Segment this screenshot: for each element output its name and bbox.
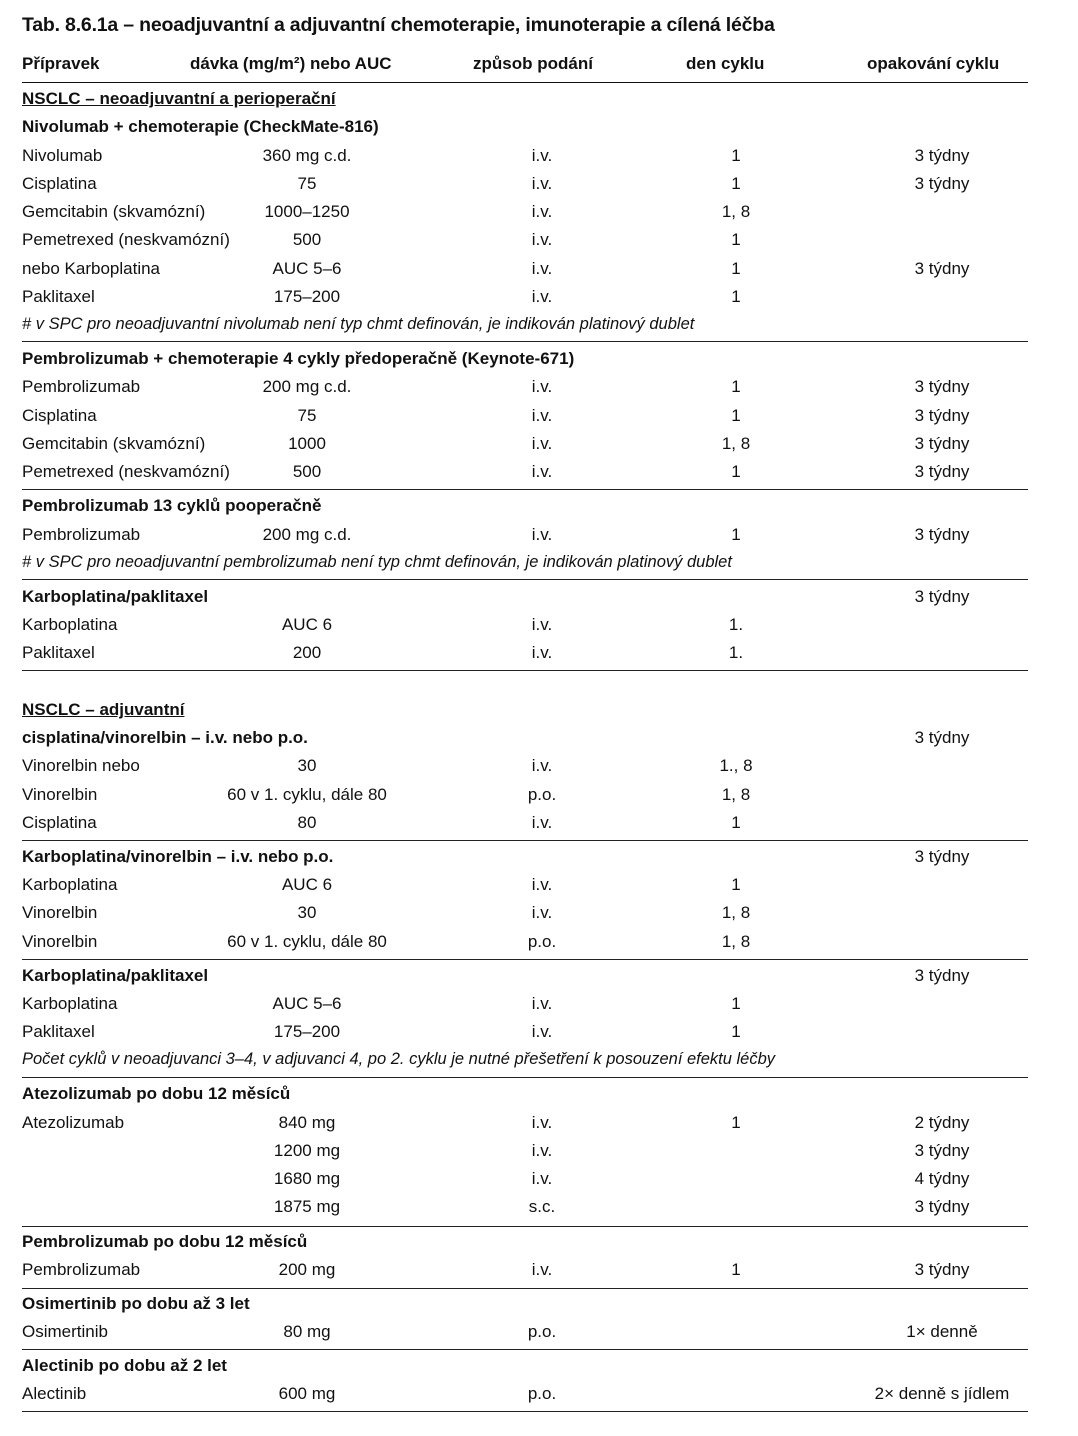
regimen-title: Osimertinib po dobu až 3 let (22, 1294, 250, 1313)
row-divider (22, 1288, 1028, 1289)
cell-day: 1, 8 (721, 202, 751, 221)
table-row (22, 287, 1028, 315)
cell-drug: Karboplatina (22, 615, 118, 634)
cell-route: p.o. (527, 785, 557, 804)
cell-dose: 175–200 (273, 1022, 341, 1041)
row-divider (22, 489, 1028, 490)
cell-route: p.o. (527, 1322, 557, 1341)
cell-drug: Pemetrexed (neskvamózní) (22, 462, 230, 481)
table-row (22, 785, 1028, 813)
cell-repeat: 3 týdny (914, 146, 970, 165)
cell-day: 1, 8 (721, 785, 751, 804)
cell-drug: Alectinib (22, 1384, 87, 1403)
cell-day: 1 (731, 1260, 741, 1279)
row-divider (22, 1411, 1028, 1412)
row-divider (22, 341, 1028, 342)
table-row (22, 1113, 1028, 1141)
cell-dose: 1680 mg (273, 1169, 341, 1188)
cell-drug: Pemetrexed (neskvamózní) (22, 230, 230, 249)
cell-repeat: 3 týdny (914, 525, 970, 544)
cell-day: 1. (728, 615, 744, 634)
table-row (22, 462, 1028, 490)
cell-day: 1 (731, 994, 741, 1013)
cell-route: i.v. (531, 1022, 553, 1041)
cell-drug: Gemcitabin (skvamózní) (22, 202, 206, 221)
regimen-title: cisplatina/vinorelbin – i.v. nebo p.o. (22, 728, 308, 747)
cell-route: i.v. (531, 756, 553, 775)
regimen-heading (22, 1356, 1028, 1384)
regimen-heading (22, 847, 1028, 875)
regimen-heading (22, 349, 1028, 377)
footnote-text: # v SPC pro neoadjuvantní nivolumab není typ chmt definován, je indikován platinový dublet (22, 315, 695, 333)
cell-route: i.v. (531, 287, 553, 306)
cell-drug: Karboplatina (22, 875, 118, 894)
cell-day: 1 (731, 406, 741, 425)
cell-drug: Cisplatina (22, 813, 97, 832)
regimen-heading (22, 1294, 1028, 1322)
cell-drug: Vinorelbin (22, 932, 98, 951)
footnote (22, 553, 1028, 581)
section-title: NSCLC – neoadjuvantní a perioperační (22, 89, 336, 108)
footnote-text: Počet cyklů v neoadjuvanci 3–4, v adjuvanci 4, po 2. cyklu je nutné přešetření k posouzení efektu léčby (22, 1050, 776, 1068)
header-repeat: opakování cyklu (867, 54, 1000, 73)
cell-drug: Vinorelbin (22, 903, 98, 922)
cell-day: 1 (731, 875, 741, 894)
cell-repeat: 3 týdny (914, 1260, 970, 1279)
cell-drug: Osimertinib (22, 1322, 108, 1341)
cell-day: 1, 8 (721, 903, 751, 922)
regimen-title: Atezolizumab po dobu 12 měsíců (22, 1084, 291, 1103)
table-row (22, 1022, 1028, 1050)
cell-route: i.v. (531, 230, 553, 249)
regimen-title: Nivolumab + chemoterapie (CheckMate-816) (22, 117, 379, 136)
cell-route: p.o. (527, 1384, 557, 1403)
cell-route: i.v. (531, 1141, 553, 1160)
table-row (22, 1322, 1028, 1350)
regimen-title: Pembrolizumab po dobu 12 měsíců (22, 1232, 308, 1251)
cell-dose: 30 (297, 756, 317, 775)
cell-day: 1 (731, 462, 741, 481)
row-divider (22, 1226, 1028, 1227)
cell-drug: Paklitaxel (22, 1022, 95, 1041)
cell-drug: Nivolumab (22, 146, 103, 165)
cell-drug: Vinorelbin nebo (22, 756, 140, 775)
footnote-text: # v SPC pro neoadjuvantní pembrolizumab není typ chmt definován, je indikován platinový dublet (22, 553, 732, 571)
table-row (22, 1141, 1028, 1169)
cell-day: 1 (731, 1022, 741, 1041)
header-route: způsob podání (473, 54, 593, 73)
cell-day: 1 (731, 813, 741, 832)
cell-day: 1 (731, 259, 741, 278)
regimen-title: Karboplatina/paklitaxel (22, 966, 209, 985)
cell-dose: 600 mg (278, 1384, 336, 1403)
cell-repeat: 1× denně (906, 1322, 978, 1341)
regimen-title: Alectinib po dobu až 2 let (22, 1356, 227, 1375)
table-row (22, 756, 1028, 784)
cell-dose: 75 (297, 174, 317, 193)
regimen-heading (22, 728, 1028, 756)
table-row (22, 434, 1028, 462)
table-row (22, 903, 1028, 931)
cell-route: i.v. (531, 434, 553, 453)
table-row (22, 230, 1028, 258)
cell-day: 1 (731, 1113, 741, 1132)
cell-route: i.v. (531, 1260, 553, 1279)
cell-drug: Paklitaxel (22, 643, 95, 662)
regimen-title: Karboplatina/paklitaxel (22, 587, 209, 606)
cell-repeat: 3 týdny (914, 1197, 970, 1216)
cell-route: i.v. (531, 146, 553, 165)
cell-dose: 1200 mg (273, 1141, 341, 1160)
cell-route: i.v. (531, 903, 553, 922)
regimen-heading (22, 1084, 1028, 1112)
cell-day: 1, 8 (721, 932, 751, 951)
cell-dose: 80 (297, 813, 317, 832)
cell-dose: 80 mg (283, 1322, 331, 1341)
cell-day: 1, 8 (721, 434, 751, 453)
cell-route: i.v. (531, 875, 553, 894)
cell-route: i.v. (531, 994, 553, 1013)
cell-route: i.v. (531, 1169, 553, 1188)
cell-route: i.v. (531, 174, 553, 193)
row-divider (22, 1077, 1028, 1078)
table-row (22, 525, 1028, 553)
cell-repeat: 3 týdny (914, 966, 970, 985)
cell-dose: 30 (297, 903, 317, 922)
row-divider (22, 1349, 1028, 1350)
cell-route: i.v. (531, 813, 553, 832)
cell-route: p.o. (527, 932, 557, 951)
cell-repeat: 3 týdny (914, 1141, 970, 1160)
cell-drug: Karboplatina (22, 994, 118, 1013)
cell-dose: 500 (292, 230, 322, 249)
cell-route: i.v. (531, 406, 553, 425)
cell-drug: Atezolizumab (22, 1113, 125, 1132)
cell-dose: 1000 (288, 434, 326, 453)
regimen-heading (22, 966, 1028, 994)
header-dose: dávka (mg/m²) nebo AUC (190, 54, 392, 73)
cell-dose: 1000–1250 (264, 202, 350, 221)
cell-repeat: 3 týdny (914, 377, 970, 396)
cell-dose: 60 v 1. cyklu, dále 80 (227, 932, 387, 951)
cell-day: 1 (731, 230, 741, 249)
table-header (22, 54, 1028, 83)
regimen-heading (22, 587, 1028, 615)
cell-route: i.v. (531, 615, 553, 634)
cell-repeat: 3 týdny (914, 847, 970, 866)
footnote (22, 1050, 1028, 1078)
regimen-title: Pembrolizumab + chemoterapie 4 cykly předoperačně (Keynote-671) (22, 349, 575, 368)
cell-repeat: 4 týdny (914, 1169, 970, 1188)
cell-dose: AUC 6 (281, 875, 333, 894)
cell-drug: Vinorelbin (22, 785, 98, 804)
cell-repeat: 2 týdny (914, 1113, 970, 1132)
cell-repeat: 3 týdny (914, 259, 970, 278)
cell-dose: 360 mg c.d. (262, 146, 352, 165)
cell-dose: AUC 5–6 (272, 994, 342, 1013)
table-row (22, 202, 1028, 230)
cell-drug: nebo Karboplatina (22, 259, 161, 278)
table-row (22, 813, 1028, 841)
cell-dose: 840 mg (278, 1113, 336, 1132)
table-row (22, 1260, 1028, 1288)
cell-repeat: 3 týdny (914, 406, 970, 425)
table-row (22, 174, 1028, 202)
cell-route: i.v. (531, 377, 553, 396)
section-heading (22, 89, 1028, 117)
row-divider (22, 579, 1028, 580)
cell-dose: 200 mg c.d. (262, 377, 352, 396)
table-row (22, 875, 1028, 903)
footnote (22, 315, 1028, 343)
table-row (22, 1384, 1028, 1412)
cell-dose: 200 (292, 643, 322, 662)
cell-dose: 1875 mg (273, 1197, 341, 1216)
row-divider (22, 959, 1028, 960)
table-title: Tab. 8.6.1a – neoadjuvantní a adjuvantní chemoterapie, imunoterapie a cílená léčba (22, 14, 775, 36)
cell-route: i.v. (531, 259, 553, 278)
cell-repeat: 3 týdny (914, 728, 970, 747)
section-title: NSCLC – adjuvantní (22, 700, 185, 719)
cell-drug: Pembrolizumab (22, 1260, 141, 1279)
table-row (22, 643, 1028, 671)
cell-repeat: 3 týdny (914, 434, 970, 453)
table-row (22, 146, 1028, 174)
cell-drug: Cisplatina (22, 174, 97, 193)
table-row (22, 377, 1028, 405)
regimen-heading (22, 496, 1028, 524)
cell-route: i.v. (531, 202, 553, 221)
cell-route: i.v. (531, 525, 553, 544)
cell-route: i.v. (531, 1113, 553, 1132)
cell-dose: 175–200 (273, 287, 341, 306)
regimen-title: Karboplatina/vinorelbin – i.v. nebo p.o. (22, 847, 334, 866)
cell-drug: Pembrolizumab (22, 377, 141, 396)
cell-dose: AUC 5–6 (272, 259, 342, 278)
table-row (22, 259, 1028, 287)
table-row (22, 615, 1028, 643)
cell-route: i.v. (531, 462, 553, 481)
cell-dose: AUC 6 (281, 615, 333, 634)
cell-day: 1 (731, 287, 741, 306)
cell-day: 1., 8 (719, 756, 753, 775)
regimen-title: Pembrolizumab 13 cyklů pooperačně (22, 496, 322, 515)
cell-drug: Gemcitabin (skvamózní) (22, 434, 206, 453)
table-row (22, 406, 1028, 434)
regimen-heading (22, 117, 1028, 145)
table-row (22, 932, 1028, 960)
cell-repeat: 3 týdny (914, 587, 970, 606)
cell-drug: Paklitaxel (22, 287, 95, 306)
row-divider (22, 670, 1028, 671)
cell-route: s.c. (528, 1197, 556, 1216)
header-drug: Přípravek (22, 54, 100, 73)
regimen-heading (22, 1232, 1028, 1260)
table-row (22, 994, 1028, 1022)
cell-dose: 500 (292, 462, 322, 481)
row-divider (22, 840, 1028, 841)
cell-day: 1 (731, 377, 741, 396)
cell-drug: Pembrolizumab (22, 525, 141, 544)
header-day: den cyklu (686, 54, 765, 73)
cell-dose: 200 mg c.d. (262, 525, 352, 544)
cell-repeat: 3 týdny (914, 174, 970, 193)
cell-day: 1 (731, 525, 741, 544)
cell-repeat: 3 týdny (914, 462, 970, 481)
cell-day: 1. (728, 643, 744, 662)
cell-day: 1 (731, 146, 741, 165)
table-row (22, 1169, 1028, 1197)
cell-repeat: 2× denně s jídlem (874, 1384, 1010, 1403)
cell-dose: 75 (297, 406, 317, 425)
table-row (22, 1197, 1028, 1225)
cell-dose: 200 mg (278, 1260, 336, 1279)
cell-route: i.v. (531, 643, 553, 662)
cell-day: 1 (731, 174, 741, 193)
cell-drug: Cisplatina (22, 406, 97, 425)
cell-dose: 60 v 1. cyklu, dále 80 (227, 785, 387, 804)
section-heading (22, 700, 1028, 728)
